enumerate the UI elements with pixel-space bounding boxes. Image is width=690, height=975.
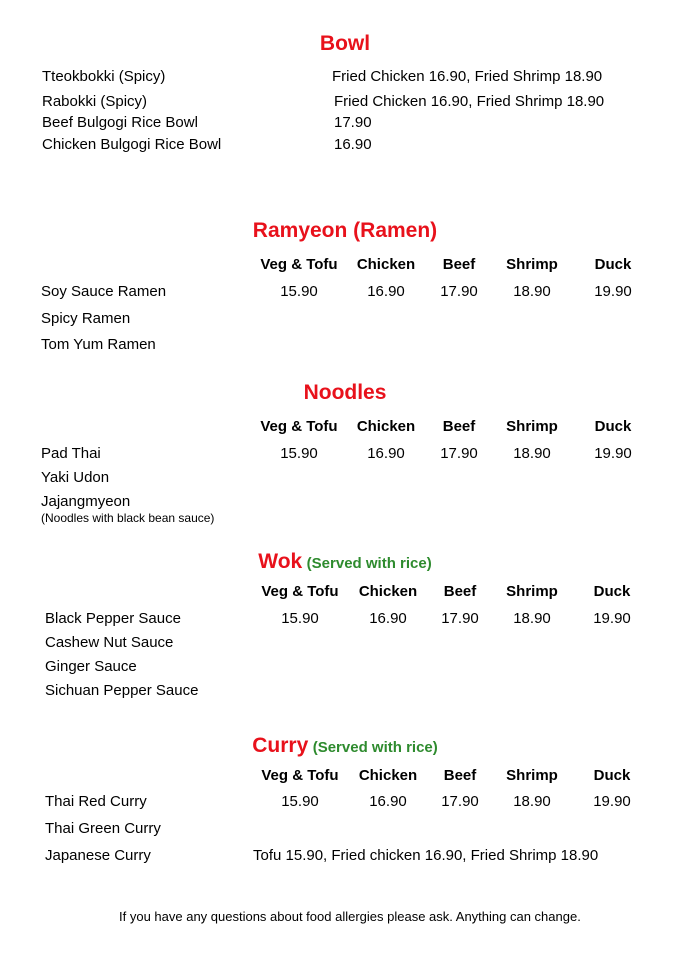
curry-title: Curry bbox=[252, 734, 309, 757]
column-header-chicken: Chicken bbox=[358, 767, 418, 784]
column-header-beef: Beef bbox=[443, 583, 477, 600]
bowl-item-price: Fried Chicken 16.90, Fried Shrimp 18.90 bbox=[332, 68, 603, 85]
price-beef: 17.90 bbox=[440, 283, 478, 300]
column-header-veg-tofu: Veg & Tofu bbox=[260, 418, 338, 435]
wok-item: Black Pepper Sauce bbox=[45, 610, 181, 627]
wok-item: Sichuan Pepper Sauce bbox=[45, 682, 199, 699]
bowl-title: Bowl bbox=[319, 32, 371, 55]
column-header-duck: Duck bbox=[593, 767, 631, 784]
price-duck: 19.90 bbox=[594, 283, 632, 300]
column-header-shrimp: Shrimp bbox=[506, 583, 558, 600]
price-chicken: 16.90 bbox=[369, 610, 407, 627]
bowl-item-name: Tteokbokki (Spicy) bbox=[42, 68, 166, 85]
column-header-beef: Beef bbox=[443, 767, 477, 784]
column-header-shrimp: Shrimp bbox=[506, 767, 558, 784]
bowl-item-name: Rabokki (Spicy) bbox=[42, 93, 148, 110]
ramyeon-item: Spicy Ramen bbox=[41, 310, 131, 327]
ramyeon-item: Tom Yum Ramen bbox=[41, 336, 156, 353]
column-header-chicken: Chicken bbox=[356, 256, 416, 273]
bowl-item-price: 17.90 bbox=[334, 114, 372, 131]
curry-subtitle: (Served with rice) bbox=[312, 739, 438, 756]
bowl-item-price: Fried Chicken 16.90, Fried Shrimp 18.90 bbox=[334, 93, 605, 110]
wok-title: Wok bbox=[258, 550, 303, 573]
price-veg-tofu: 15.90 bbox=[280, 445, 318, 462]
price-shrimp: 18.90 bbox=[513, 283, 551, 300]
column-header-shrimp: Shrimp bbox=[506, 256, 558, 273]
bowl-item-price: 16.90 bbox=[334, 136, 372, 153]
curry-item: Thai Red Curry bbox=[45, 793, 147, 810]
japanese-curry-price: Tofu 15.90, Fried chicken 16.90, Fried Shrimp 18.90 bbox=[253, 847, 599, 864]
column-header-chicken: Chicken bbox=[356, 418, 416, 435]
price-veg-tofu: 15.90 bbox=[281, 793, 319, 810]
price-chicken: 16.90 bbox=[367, 283, 405, 300]
price-duck: 19.90 bbox=[594, 445, 632, 462]
price-chicken: 16.90 bbox=[369, 793, 407, 810]
price-shrimp: 18.90 bbox=[513, 610, 551, 627]
wok-item: Ginger Sauce bbox=[45, 658, 137, 675]
allergy-notice: If you have any questions about food allergies please ask. Anything can change. bbox=[119, 909, 581, 924]
noodles-item: Pad Thai bbox=[41, 445, 101, 462]
column-header-veg-tofu: Veg & Tofu bbox=[261, 767, 339, 784]
column-header-duck: Duck bbox=[594, 256, 632, 273]
bowl-item-name: Chicken Bulgogi Rice Bowl bbox=[42, 136, 222, 153]
price-duck: 19.90 bbox=[593, 610, 631, 627]
price-beef: 17.90 bbox=[441, 793, 479, 810]
curry-item: Thai Green Curry bbox=[45, 820, 161, 837]
column-header-duck: Duck bbox=[594, 418, 632, 435]
ramyeon-title: Ramyeon (Ramen) bbox=[252, 219, 438, 242]
column-header-shrimp: Shrimp bbox=[506, 418, 558, 435]
column-header-beef: Beef bbox=[442, 418, 476, 435]
noodles-item: Yaki Udon bbox=[41, 469, 110, 486]
price-duck: 19.90 bbox=[593, 793, 631, 810]
wok-heading bbox=[0, 550, 690, 574]
price-beef: 17.90 bbox=[440, 445, 478, 462]
price-shrimp: 18.90 bbox=[513, 793, 551, 810]
curry-item: Japanese Curry bbox=[45, 847, 151, 864]
price-veg-tofu: 15.90 bbox=[280, 283, 318, 300]
noodles-item: Jajangmyeon bbox=[41, 493, 131, 510]
price-veg-tofu: 15.90 bbox=[281, 610, 319, 627]
bowl-item-name: Beef Bulgogi Rice Bowl bbox=[42, 114, 198, 131]
price-chicken: 16.90 bbox=[367, 445, 405, 462]
column-header-beef: Beef bbox=[442, 256, 476, 273]
price-shrimp: 18.90 bbox=[513, 445, 551, 462]
noodles-title: Noodles bbox=[303, 381, 387, 404]
noodles-note: (Noodles with black bean sauce) bbox=[41, 511, 215, 525]
column-header-chicken: Chicken bbox=[358, 583, 418, 600]
ramyeon-item: Soy Sauce Ramen bbox=[41, 283, 167, 300]
column-header-duck: Duck bbox=[593, 583, 631, 600]
wok-subtitle: (Served with rice) bbox=[306, 555, 432, 572]
wok-item: Cashew Nut Sauce bbox=[45, 634, 174, 651]
column-header-veg-tofu: Veg & Tofu bbox=[260, 256, 338, 273]
curry-heading bbox=[0, 734, 690, 758]
price-beef: 17.90 bbox=[441, 610, 479, 627]
column-header-veg-tofu: Veg & Tofu bbox=[261, 583, 339, 600]
